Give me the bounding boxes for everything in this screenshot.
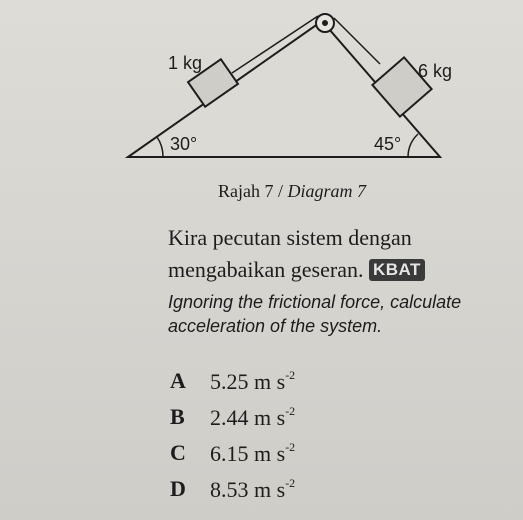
option-a-value xyxy=(210,368,295,395)
option-d-letter: D xyxy=(170,476,186,501)
option-d-text: 8.53 m s xyxy=(210,477,286,502)
option-d-value xyxy=(210,476,295,503)
label-mass-left: 1 kg xyxy=(168,53,203,73)
option-a-exponent: -2 xyxy=(285,368,296,382)
label-angle-right: 45° xyxy=(374,134,402,154)
label-mass-right: 6 kg xyxy=(418,61,453,81)
pulley-axle xyxy=(322,20,328,26)
option-b-exponent: -2 xyxy=(285,404,296,418)
option-b-value xyxy=(210,404,295,431)
option-a-letter: A xyxy=(170,368,186,393)
option-a-text: 5.25 m s xyxy=(210,369,286,394)
kbat-badge: KBAT xyxy=(369,259,425,281)
question-malay-text: Kira pecutan sistem dengan mengabaikan geseran. xyxy=(168,225,412,282)
caption-english: Diagram 7 xyxy=(287,181,367,201)
option-b-letter: B xyxy=(170,404,185,429)
inclined-plane-diagram xyxy=(0,0,523,200)
caption-malay: Rajah 7 / xyxy=(218,181,283,201)
label-angle-left: 30° xyxy=(170,134,198,154)
option-d-exponent: -2 xyxy=(285,476,296,490)
question-english: Ignoring the frictional force, calculate acceleration of the system. xyxy=(168,292,462,336)
option-c-text: 6.15 m s xyxy=(210,441,286,466)
diagram-caption xyxy=(218,181,366,202)
option-c-exponent: -2 xyxy=(285,440,296,454)
option-c-value xyxy=(210,440,295,467)
option-c-letter: C xyxy=(170,440,186,465)
option-b-text: 2.44 m s xyxy=(210,405,286,430)
question-malay xyxy=(168,222,508,286)
